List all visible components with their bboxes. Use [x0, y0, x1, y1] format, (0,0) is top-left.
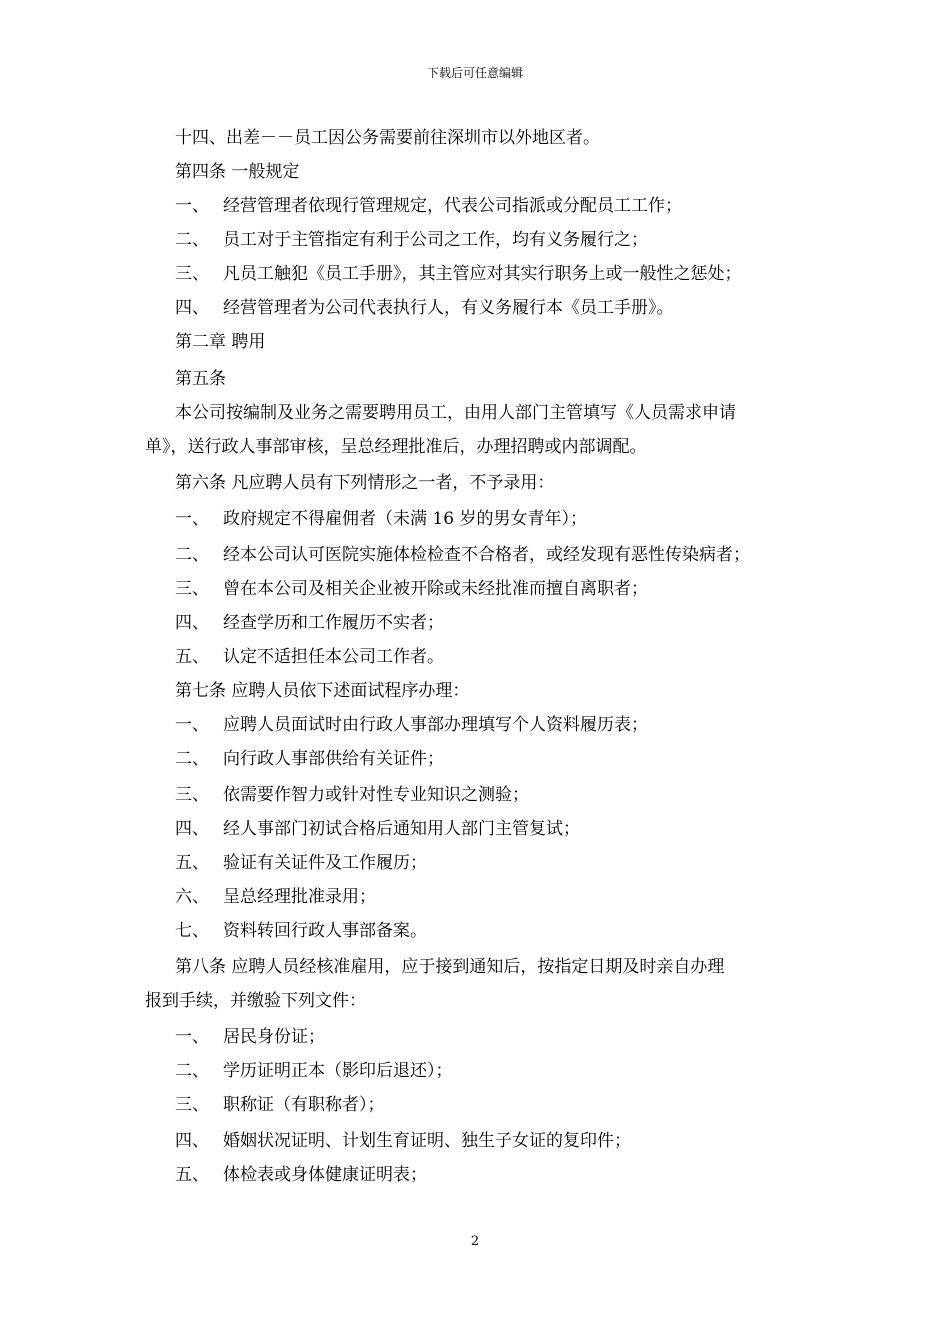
list-item-text: 经营管理者为公司代表执行人，有义务履行本《员工手册》。 — [223, 298, 674, 318]
list-item-text: 向行政人事部供给有关证件； — [223, 749, 444, 769]
list-item-number: 三、 — [175, 1095, 209, 1115]
list-item-number: 五、 — [175, 853, 209, 873]
list-item-text: 凡员工触犯《员工手册》，其主管应对其实行职务上或一般性之惩处； — [223, 264, 742, 284]
list-item-text: 居民身份证； — [223, 1027, 325, 1047]
list-item — [175, 297, 674, 319]
article-heading-text: 第七条 应聘人员依下述面试程序办理： — [175, 681, 470, 701]
list-item-text: 曾在本公司及相关企业被开除或未经批准而擅自离职者； — [223, 579, 648, 599]
list-item — [175, 263, 742, 285]
list-item-text: 验证有关证件及工作履历； — [223, 853, 427, 873]
list-item-number: 四、 — [175, 1131, 209, 1151]
list-item — [175, 784, 529, 806]
list-item-text: 应聘人员面试时由行政人事部办理填写个人资料履历表； — [223, 715, 648, 735]
list-item — [175, 1026, 325, 1048]
list-item-text: 认定不适担任本公司工作者。 — [223, 647, 444, 667]
article-heading-text: 第六条 凡应聘人员有下列情形之一者，不予录用： — [175, 473, 555, 493]
list-item — [175, 544, 750, 566]
list-item — [175, 852, 427, 874]
paragraph-line — [145, 990, 366, 1012]
list-item — [175, 1060, 453, 1082]
paragraph-text: 本公司按编制及业务之需要聘用员工，由用人部门主管填写《人员需求申请 — [175, 403, 736, 423]
list-item-number: 三、 — [175, 264, 209, 284]
chapter-heading-text: 第二章 聘用 — [175, 332, 266, 352]
list-item-text: 学历证明正本（影印后退还）； — [223, 1061, 453, 1081]
article-heading-text: 第八条 应聘人员经核准雇用，应于接到通知后，按指定日期及时亲自办理 — [175, 957, 725, 977]
list-item-text: 职称证（有职称者）； — [223, 1095, 385, 1115]
list-item — [175, 1094, 385, 1116]
article-heading — [175, 680, 469, 702]
article-heading-text: 第五条 — [175, 369, 226, 389]
list-item-number: 二、 — [175, 230, 209, 250]
paragraph-text: 报到手续，并缴验下列文件： — [145, 991, 366, 1011]
list-item-number: 二、 — [175, 545, 209, 565]
chapter-heading — [175, 331, 265, 353]
list-item — [175, 920, 427, 942]
article-heading — [175, 956, 724, 978]
list-item-number: 一、 — [175, 196, 209, 216]
list-item-number: 二、 — [175, 1061, 209, 1081]
list-item-number: 一、 — [175, 715, 209, 735]
paragraph-text: 单》，送行政人事部审核，呈总经理批准后，办理招聘或内部调配。 — [145, 437, 647, 457]
list-item-number: 四、 — [175, 298, 209, 318]
list-item — [175, 612, 444, 634]
list-item-text: 经人事部门初试合格后通知用人部门主管复试； — [223, 819, 580, 839]
list-item-text: 政府规定不得雇佣者（未满 16 岁的男女青年）； — [223, 509, 587, 529]
list-item — [175, 818, 580, 840]
list-item-number: 四、 — [175, 613, 209, 633]
article-heading — [175, 368, 226, 390]
list-item-number: 二、 — [175, 749, 209, 769]
list-item — [175, 229, 648, 251]
list-item-number: 五、 — [175, 1165, 209, 1185]
list-item — [175, 646, 444, 668]
list-item — [175, 714, 648, 736]
list-item — [175, 1164, 427, 1186]
list-item-text: 依需要作智力或针对性专业知识之测验； — [223, 785, 529, 805]
list-item — [175, 195, 682, 217]
list-item-text: 经查学历和工作履历不实者； — [223, 613, 444, 633]
article-heading — [175, 161, 299, 183]
list-item-number: 三、 — [175, 579, 209, 599]
page-header: 下载后可任意编辑 — [426, 66, 523, 80]
list-item — [175, 748, 444, 770]
list-item-number: 七、 — [175, 921, 209, 941]
article-heading-text: 第四条 一般规定 — [175, 162, 300, 182]
list-item-text: 资料转回行政人事部备案。 — [223, 921, 427, 941]
list-item-text: 员工对于主管指定有利于公司之工作，均有义务履行之； — [223, 230, 648, 250]
list-item-number: 三、 — [175, 785, 209, 805]
paragraph-line — [175, 402, 736, 424]
list-item — [175, 886, 376, 908]
article-heading — [175, 472, 554, 494]
list-item-number: 一、 — [175, 1027, 209, 1047]
list-item-number: 一、 — [175, 509, 209, 529]
list-item-text: 婚姻状况证明、计划生育证明、独生子女证的复印件； — [223, 1131, 631, 1151]
paragraph-line — [145, 436, 647, 458]
list-item — [175, 578, 648, 600]
list-item-number: 六、 — [175, 887, 209, 907]
list-item-number: 四、 — [175, 819, 209, 839]
list-item-number: 五、 — [175, 647, 209, 667]
clause-text: 十四、出差－－员工因公务需要前往深圳市以外地区者。 — [175, 128, 600, 148]
page-number: 2 — [470, 1234, 480, 1249]
list-item — [175, 1130, 631, 1152]
list-item-text: 呈总经理批准录用； — [223, 887, 376, 907]
list-item-text: 经营管理者依现行管理规定，代表公司指派或分配员工工作； — [223, 196, 682, 216]
list-item — [175, 508, 587, 530]
list-item-text: 体检表或身体健康证明表； — [223, 1165, 427, 1185]
list-item-text: 经本公司认可医院实施体检检查不合格者，或经发现有恶性传染病者； — [223, 545, 750, 565]
clause-line — [175, 127, 600, 149]
